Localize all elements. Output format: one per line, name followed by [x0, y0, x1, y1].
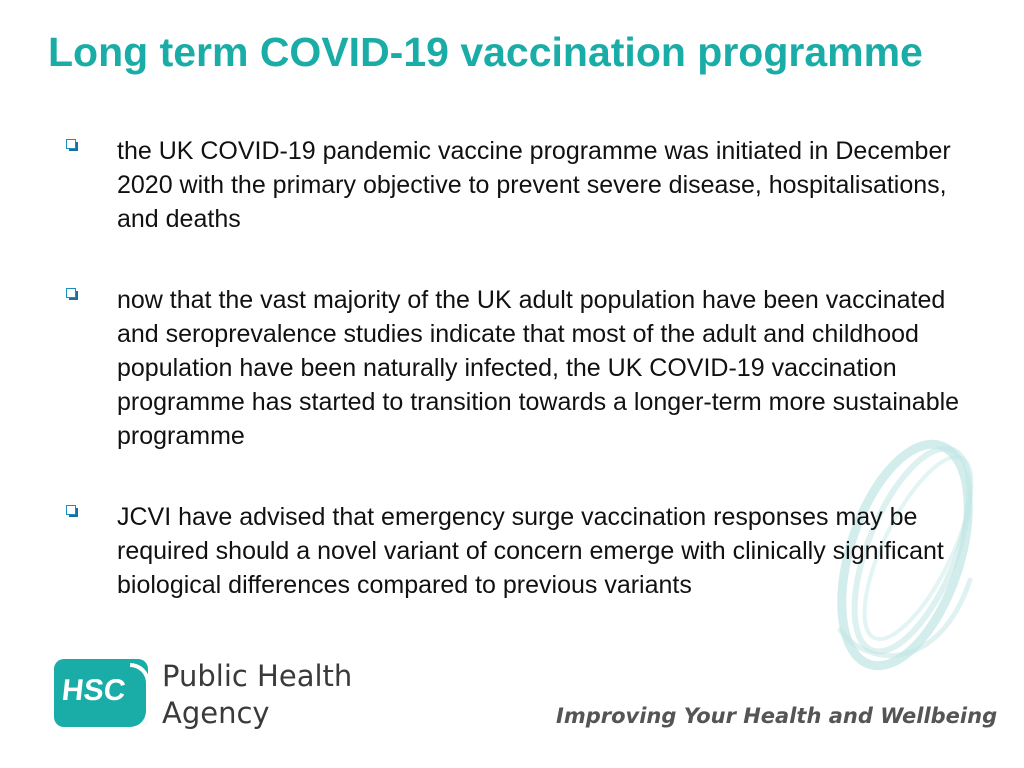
- bullet-item: [66, 500, 986, 602]
- org-name-line2: Agency: [162, 696, 270, 730]
- footer-tagline: Improving Your Health and Wellbeing: [556, 704, 998, 728]
- hsc-logo-text: HSC: [60, 674, 128, 707]
- hollow-square-bullet-icon: [66, 505, 78, 517]
- bullet-item: [66, 283, 986, 453]
- hollow-square-bullet-icon: [66, 288, 78, 300]
- public-health-agency-logo: [54, 659, 354, 735]
- bullet-list: [66, 134, 986, 649]
- bullet-text: JCVI have advised that emergency surge vaccination responses may be required should a novel variant of concern emerge with clinically significant biological differences compared to previous variants: [117, 503, 944, 599]
- bullet-text: the UK COVID-19 pandemic vaccine programme was initiated in December 2020 with the primary objective to prevent severe disease, hospitalisations, and deaths: [117, 137, 951, 233]
- slide-title: Long term COVID-19 vaccination programme: [48, 29, 923, 75]
- logo-bracket-icon: [130, 663, 150, 731]
- bullet-text: now that the vast majority of the UK adult population have been vaccinated and seroprevalence studies indicate that most of the adult and childhood population have been naturally infected, the UK COVID-19 vaccination programme has started to transition towards a longer-term more sustainable programme: [117, 286, 960, 450]
- bullet-item: [66, 134, 986, 236]
- hsc-logo-mark: [54, 659, 148, 727]
- hollow-square-bullet-icon: [66, 139, 78, 151]
- org-name-line1: Public Health: [162, 659, 353, 693]
